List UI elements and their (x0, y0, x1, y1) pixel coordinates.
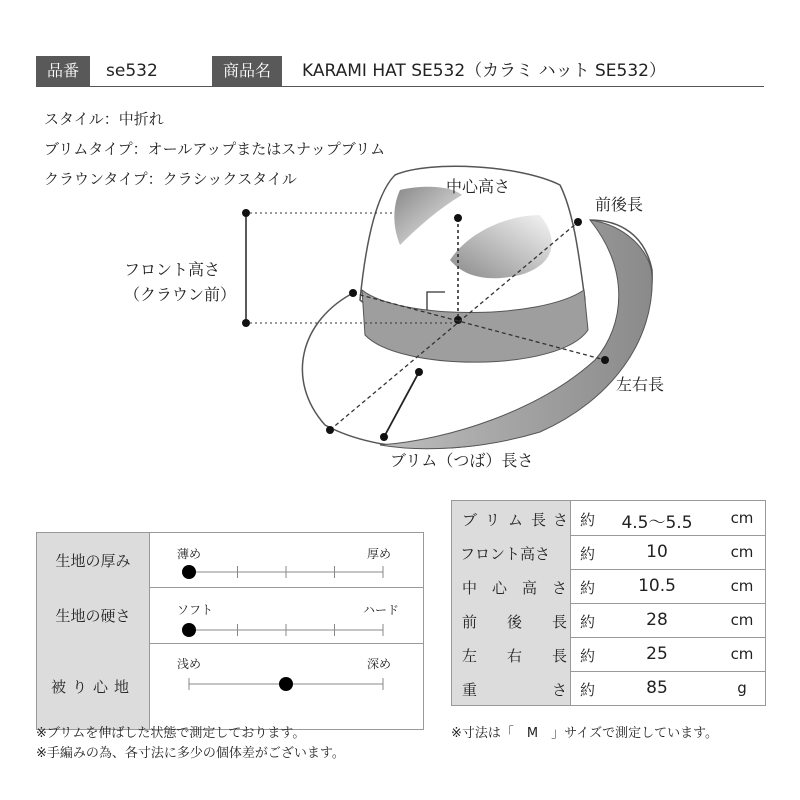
fabric-table (36, 532, 424, 730)
size-value: 28 (646, 610, 668, 630)
size-prefix: 約 (580, 613, 596, 631)
scale-right-label: 厚め (367, 547, 392, 561)
brim-length-label: ブリム（つば）長さ (390, 451, 534, 470)
product-code-value: se532 (106, 61, 158, 81)
left-right-length-label: 左右長 (616, 375, 665, 394)
size-row-center-height (452, 569, 765, 604)
fit-marker (279, 677, 293, 691)
fabric-row-hardness (37, 587, 423, 644)
fabric-row-label: 被り心地 (37, 643, 150, 729)
size-prefix: 約 (580, 545, 596, 563)
size-row-label: 左 右 長 (452, 637, 571, 671)
size-row-brim-length (452, 501, 765, 536)
product-name-value: KARAMI HAT SE532（カラミ ハット SE532） (302, 61, 666, 81)
front-height-sublabel: （クラウン前） (124, 285, 237, 304)
size-unit: cm (730, 509, 754, 527)
note-brim: ※ブリムを伸ばした状態で測定しております。 (36, 726, 306, 741)
size-row-left-right (452, 637, 765, 672)
size-row-front-height (452, 535, 765, 570)
size-row-weight (452, 671, 765, 705)
size-prefix: 約 (580, 511, 596, 529)
fabric-row-label: 生地の厚み (37, 533, 150, 587)
fit-scale (177, 673, 397, 695)
size-value: 10.5 (638, 576, 676, 596)
size-value: 85 (646, 678, 668, 698)
front-back-length-label: 前後長 (595, 195, 644, 214)
size-row-label: フロント高さ (452, 535, 571, 569)
brim-type-line: ブリムタイプ：オールアップまたはスナップブリム (44, 140, 386, 158)
size-row-label: 重 さ (452, 671, 571, 705)
size-row-label: 前 後 長 (452, 603, 571, 637)
fabric-row-thickness (37, 533, 423, 588)
scale-right-label: 深め (367, 657, 392, 671)
crown-type-line: クラウンタイプ：クラシックスタイル (44, 170, 297, 188)
size-unit: cm (730, 645, 754, 663)
size-prefix: 約 (580, 647, 596, 665)
thickness-scale (177, 561, 397, 583)
size-row-label: 中 心 高 さ (452, 569, 571, 603)
scale-left-label: 薄め (177, 547, 202, 561)
scale-left-label: 浅め (177, 657, 202, 671)
size-row-front-back (452, 603, 765, 638)
size-unit: cm (730, 577, 754, 595)
note-handmade: ※手編みの為、各寸法に多少の個体差がございます。 (36, 746, 345, 761)
thickness-marker (182, 565, 196, 579)
product-code-label: 品番 (36, 56, 90, 86)
size-row-label: ブ リ ム 長 さ (452, 501, 571, 535)
size-prefix: 約 (580, 579, 596, 597)
fabric-row-fit (37, 643, 423, 729)
center-height-label: 中心高さ (446, 177, 511, 196)
note-size: ※寸法は「 M 」サイズで測定しています。 (451, 726, 719, 741)
size-unit: g (737, 679, 747, 697)
size-unit: cm (730, 611, 754, 629)
scale-right-label: ハード (363, 603, 400, 617)
size-prefix: 約 (580, 681, 596, 699)
product-name-label: 商品名 (212, 56, 282, 86)
size-table (451, 500, 766, 706)
size-value: 4.5〜5.5 (621, 513, 693, 533)
front-height-label: フロント高さ (124, 260, 221, 279)
fabric-row-label: 生地の硬さ (37, 587, 150, 643)
size-value: 25 (646, 644, 668, 664)
size-unit: cm (730, 543, 754, 561)
hardness-marker (182, 623, 196, 637)
size-value: 10 (646, 542, 668, 562)
hardness-scale (177, 619, 397, 641)
scale-left-label: ソフト (177, 603, 214, 617)
style-line: スタイル：中折れ (44, 110, 164, 128)
